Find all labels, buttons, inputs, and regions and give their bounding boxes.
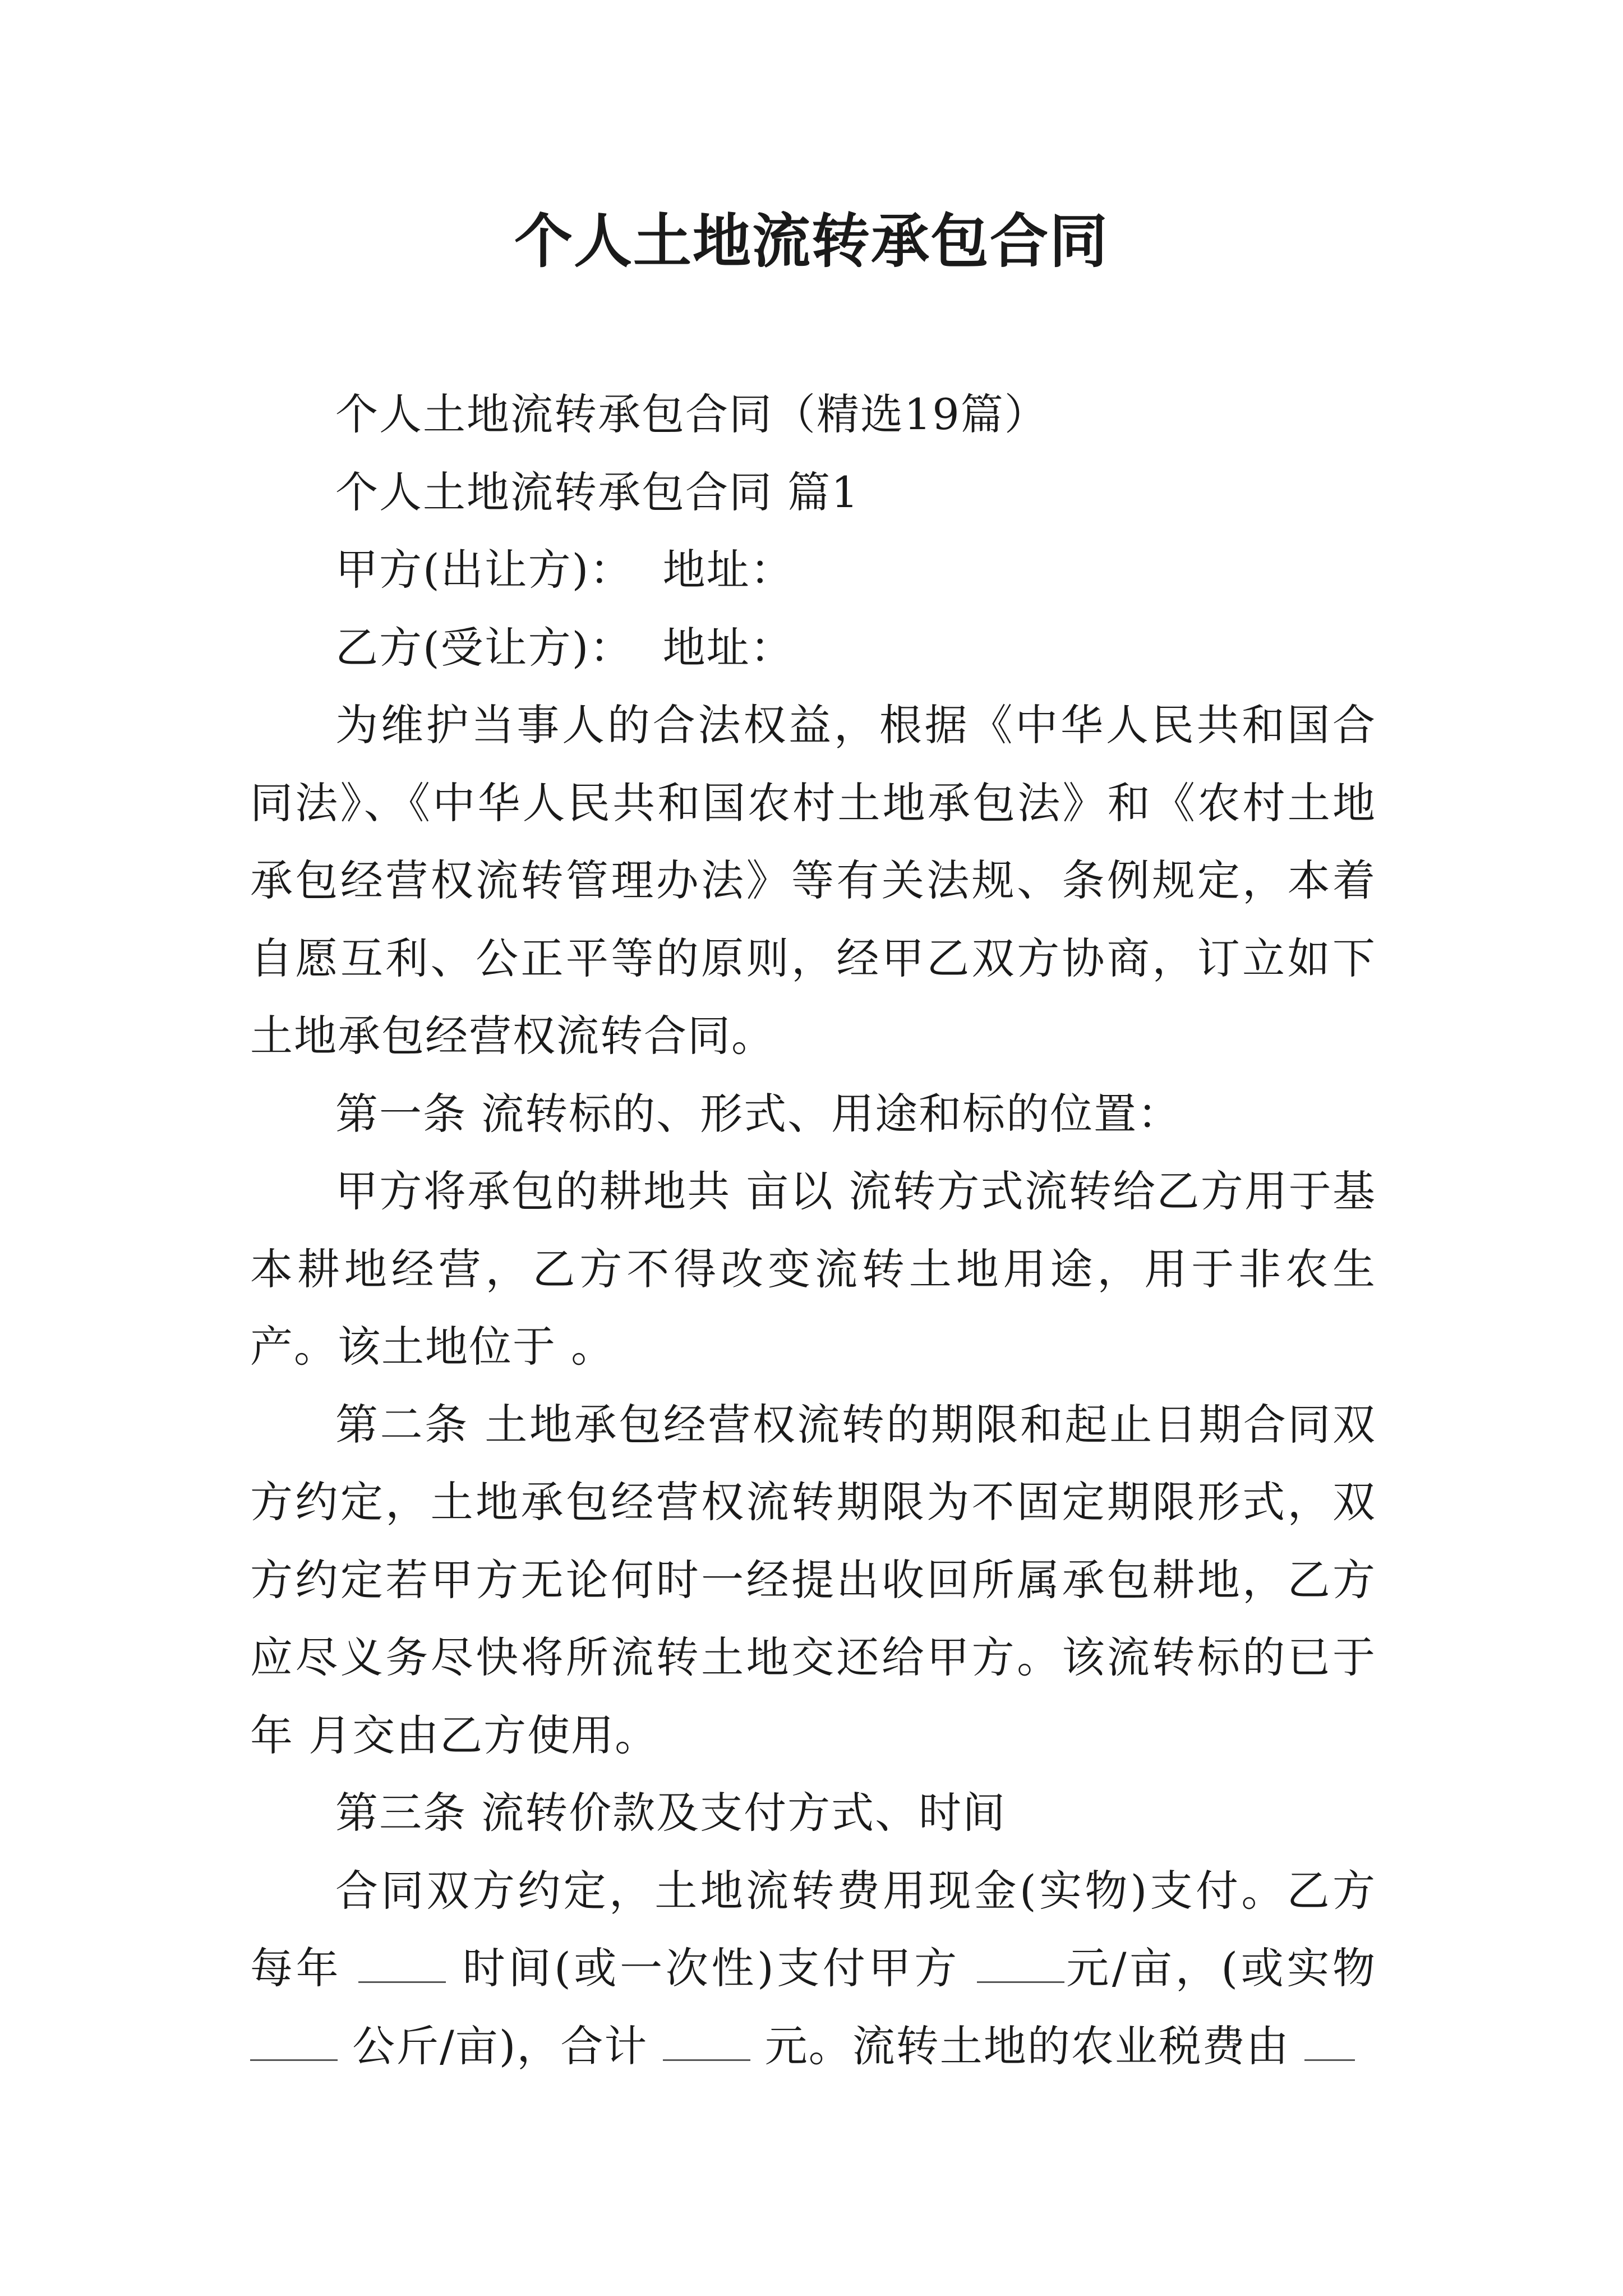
article-2-paragraph: 第二条 土地承包经营权流转的期限和起止日期合同双方约定，土地承包经营权流转期限为不固定期限形式，双方约定若甲方无论何时一经提出收回所属承包耕地，乙方应尽义务尽快将所流转土地交还给甲方。该流转标的已于 年 月交由乙方使用。: [250, 1399, 1376, 1760]
document-body: [250, 376, 1376, 2085]
blank-line: [250, 2021, 338, 2060]
article-3-text-part3: 元/亩，(或实物: [1064, 1943, 1376, 1993]
article-1-heading: 第一条 流转标的、形式、用途和标的位置：: [335, 1088, 1182, 1139]
preamble-paragraph: 为维护当事人的合法权益，根据《中华人民共和国合同法》、《中华人民共和国农村土地承包法》和《农村土地承包经营权流转管理办法》等有关法规、条例规定，本着自愿互利、公正平等的原则，经甲乙双方协商，订立如下土地承包经营权流转合同。: [250, 700, 1376, 1061]
party-a-line: 甲方(出让方)： 地址：: [335, 545, 794, 595]
document-title: 个人土地流转承包合同: [514, 206, 1109, 275]
article-3-heading: 第三条 流转价款及支付方式、时间: [335, 1788, 1007, 1838]
blank-line: [663, 2021, 750, 2060]
section-heading: 个人土地流转承包合同 篇1: [335, 467, 860, 517]
article-3-text-part4: 公斤/亩)，合计: [352, 2021, 648, 2071]
blank-line: [1304, 2021, 1355, 2060]
blank-line: [977, 1943, 1064, 1983]
article-1-body: 甲方将承包的耕地共 亩以 流转方式流转给乙方用于基本耕地经营，乙方不得改变流转土地用途，用于非农生产。该土地位于 。: [250, 1166, 1376, 1372]
article-3-text-part2: 时间(或一次性)支付甲方: [462, 1943, 960, 1993]
article-3-text-part5: 元。流转土地的农业税费由: [764, 2021, 1290, 2071]
article-3-body: [250, 1852, 1376, 2086]
blank-line: [358, 1943, 446, 1983]
subtitle-paragraph: 个人土地流转承包合同（精选19篇）: [335, 389, 1048, 439]
article-3-text-part1: 合同双方约定，土地流转费用现金(实物)支付。乙方每年: [250, 1865, 1376, 1993]
party-b-line: 乙方(受让方)： 地址：: [335, 622, 794, 673]
